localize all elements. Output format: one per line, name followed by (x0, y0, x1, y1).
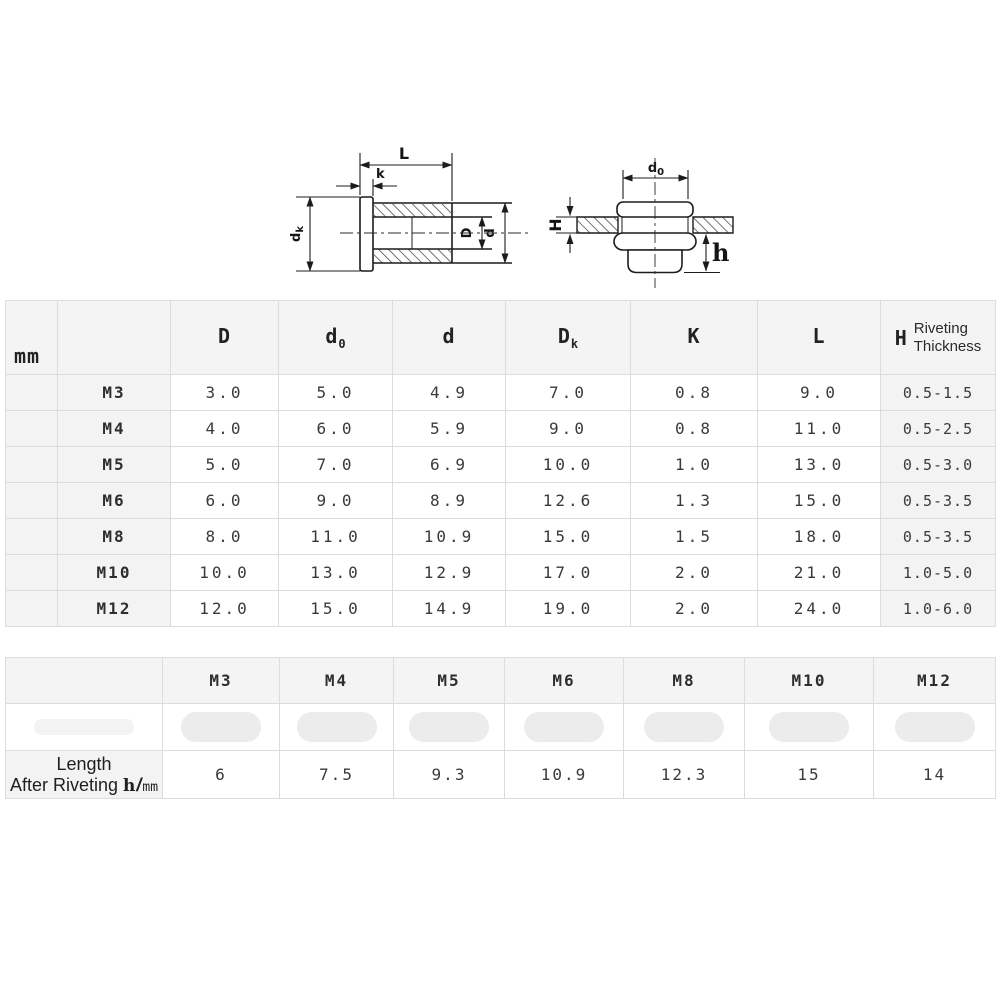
col-header-H-riveting-thickness: H Riveting Thickness (881, 301, 996, 375)
length-table-corner-cell (6, 658, 163, 704)
length-value: 14 (874, 751, 996, 799)
flange-outline (360, 197, 373, 271)
dim-label-D: D (460, 227, 475, 239)
dimension-dk (289, 197, 360, 271)
table-row: M4 4.0 6.0 5.9 9.0 0.8 11.0 0.5-2.5 (6, 411, 996, 447)
faded-image-placeholder (769, 712, 849, 742)
dim-label-d0: $d_0$ (647, 161, 665, 178)
rivet-nut-installed-diagram (546, 158, 733, 288)
size-col-header: M4 (280, 658, 394, 704)
size-col-header: M12 (874, 658, 996, 704)
plate-left (577, 217, 618, 233)
rivet-nut-section-diagram (289, 144, 528, 271)
size-col-header: M6 (505, 658, 624, 704)
length-value: 7.5 (280, 751, 394, 799)
size-cell: M6 (58, 483, 171, 519)
top-wall-hatch (374, 204, 451, 217)
spec-header-row (6, 301, 996, 375)
faded-image-placeholder (524, 712, 604, 742)
dim-label-H: H (546, 218, 565, 232)
col-header-d0: $d_0$ (279, 301, 393, 375)
size-col-header: M10 (745, 658, 874, 704)
size-cell: M10 (58, 555, 171, 591)
bottom-wall-hatch (374, 250, 451, 263)
table-row: M5 5.0 7.0 6.9 10.0 1.0 13.0 0.5-3.0 (6, 447, 996, 483)
size-cell: M4 (58, 411, 171, 447)
dimension-L (360, 144, 452, 201)
col-header-d: d (393, 301, 506, 375)
dimension-d0 (623, 161, 688, 199)
table-row: M12 12.0 15.0 14.9 19.0 2.0 24.0 1.0-6.0 (6, 591, 996, 627)
faded-image-placeholder (34, 719, 134, 735)
dim-label-L: L (398, 144, 410, 163)
size-cell: M8 (58, 519, 171, 555)
dim-label-h: h (712, 238, 730, 267)
dimension-k (336, 167, 397, 196)
size-cell: M3 (58, 375, 171, 411)
table-row: M6 6.0 9.0 8.9 12.6 1.3 15.0 0.5-3.5 (6, 483, 996, 519)
length-value: 12.3 (624, 751, 745, 799)
dimension-H (546, 197, 580, 253)
table-row: M3 3.0 5.0 4.9 7.0 0.8 9.0 0.5-1.5 (6, 375, 996, 411)
length-value: 9.3 (394, 751, 505, 799)
faded-image-placeholder (297, 712, 377, 742)
spec-table (5, 300, 996, 627)
length-after-riveting-table (5, 657, 996, 799)
length-value: 15 (745, 751, 874, 799)
length-value: 10.9 (505, 751, 624, 799)
table-row: M10 10.0 13.0 12.9 17.0 2.0 21.0 1.0-5.0 (6, 555, 996, 591)
length-values-row (6, 751, 996, 799)
dim-label-d: d (483, 228, 498, 238)
faded-image-placeholder (409, 712, 489, 742)
technical-diagrams (0, 130, 1000, 305)
length-table-header-row (6, 658, 996, 704)
col-header-K: K (631, 301, 758, 375)
length-value: 6 (163, 751, 280, 799)
size-col-header: M8 (624, 658, 745, 704)
size-col-header: M3 (163, 658, 280, 704)
faded-image-placeholder (895, 712, 975, 742)
length-after-riveting-label: Length After Riveting h/mm (6, 751, 163, 799)
unit-cell: mm (6, 301, 58, 375)
dim-label-k: k (376, 167, 385, 182)
faded-image-placeholder (644, 712, 724, 742)
product-image-row (6, 704, 996, 751)
diagonal-cell (58, 301, 171, 375)
dim-label-dk: $d_k$ (289, 226, 306, 242)
size-cell: M12 (58, 591, 171, 627)
table-row: M8 8.0 11.0 10.9 15.0 1.5 18.0 0.5-3.5 (6, 519, 996, 555)
col-header-D: D (171, 301, 279, 375)
col-header-Dk: $D_k$ (506, 301, 631, 375)
size-cell: M5 (58, 447, 171, 483)
col-header-L: L (758, 301, 881, 375)
size-col-header: M5 (394, 658, 505, 704)
plate-right (693, 217, 733, 233)
faded-image-placeholder (181, 712, 261, 742)
